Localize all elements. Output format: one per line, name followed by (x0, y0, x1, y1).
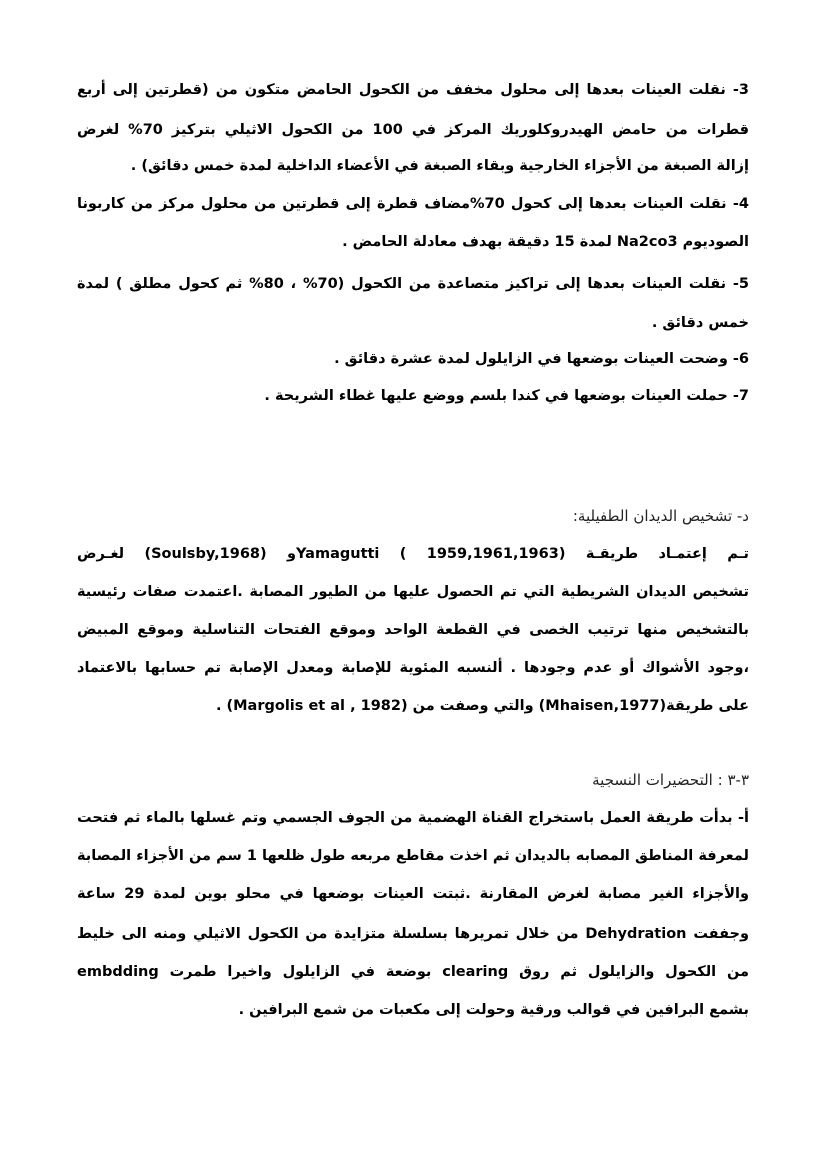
step-3-line-3: إزالة الصبغة من الأجزاء الخارجية وبقاء الصبغة في الأعضاء الداخلية لمدة خمس دقائق) . (130, 158, 749, 174)
section-3-3-line-4: وجففت Dehydration من خلال تمريرها بسلسلة متزايدة من الكحول الاثيلي ومنه الى خليط (77, 926, 749, 942)
section-d-line-5: على طريقة(Mhaisen,1977) والتي وصفت من (Margolis et al , 1982) . (215, 698, 749, 714)
step-3-line-2: قطرات من حامض الهيدروكلوريك المركز في 100 من الكحول الاثيلي بتركيز 70% لغرض (77, 122, 749, 138)
section-3-3-line-6: بشمع البرافين في قوالب ورقية وحولت إلى مكعبات من شمع البرافين . (238, 1002, 749, 1018)
step-7-line: 7- حملت العينات بوضعها في كندا بلسم ووضع عليها غطاء الشريحة . (264, 388, 749, 404)
step-4-line-1: 4- نقلت العينات بعدها إلى كحول 70%مضاف قطرة إلى قطرتين من محلول مركز من كاربونا (77, 196, 749, 212)
section-d-line-1: تـم إعتمـاد طريقـة (Yamagutti ( 1959,1961,1963و (Soulsby,1968) لغـرض (77, 546, 749, 562)
section-3-3-heading: ٣-٣ : التحضيرات النسجية (592, 771, 749, 789)
section-d-line-4: ،وجود الأشواك أو عدم وجودها . ألنسبه المئوية للإصابة ومعدل الإصابة تم حسابها بالاعتماد (77, 660, 749, 676)
step-6-line: 6- وضحت العينات بوضعها في الزايلول لمدة عشرة دقائق . (334, 351, 749, 367)
section-3-3-line-3: والأجزاء الغير مصابة لغرض المقارنة .ثبتت العينات بوضعها في محلو بوين لمدة 29 ساعة (77, 886, 749, 902)
section-d-line-2: تشخيص الديدان الشريطية التي تم الحصول عليها من الطيور المصابة .اعتمدت صفات رئيسية (77, 584, 749, 600)
step-5-line-1: 5- نقلت العينات بعدها إلى تراكيز متصاعدة من الكحول (70% ، 80% ثم كحول مطلق ) لمدة (77, 276, 749, 292)
section-d-line-3: بالتشخيص منها ترتيب الخصى في القطعة الواحد وموقع الفتحات التناسلية وموقع المبيض (77, 622, 749, 638)
section-3-3-line-1: أ- بدأت طريقة العمل باستخراج القناة الهضمية من الجوف الجسمي وتم غسلها بالماء ثم فتحت (77, 810, 749, 826)
step-5-line-2: خمس دقائق . (651, 315, 749, 331)
section-3-3-line-2: لمعرفة المناطق المصابه بالديدان ثم اخذت مقاطع مربعه طول ظلعها 1 سم من الأجزاء المصابة (77, 848, 749, 864)
section-d-heading: د- تشخيص الديدان الطفيلية: (572, 507, 749, 525)
step-3-line-1: 3- نقلت العينات بعدها إلى محلول مخفف من الكحول الحامض متكون من (قطرتين إلى أربع (77, 82, 749, 98)
section-3-3-line-5: من الكحول والزايلول ثم روق clearing بوضعة في الزايلول واخيرا طمرت embdding (77, 964, 749, 980)
step-4-line-2: الصوديوم Na2co3 لمدة 15 دقيقة بهدف معادلة الحامض . (342, 234, 749, 250)
